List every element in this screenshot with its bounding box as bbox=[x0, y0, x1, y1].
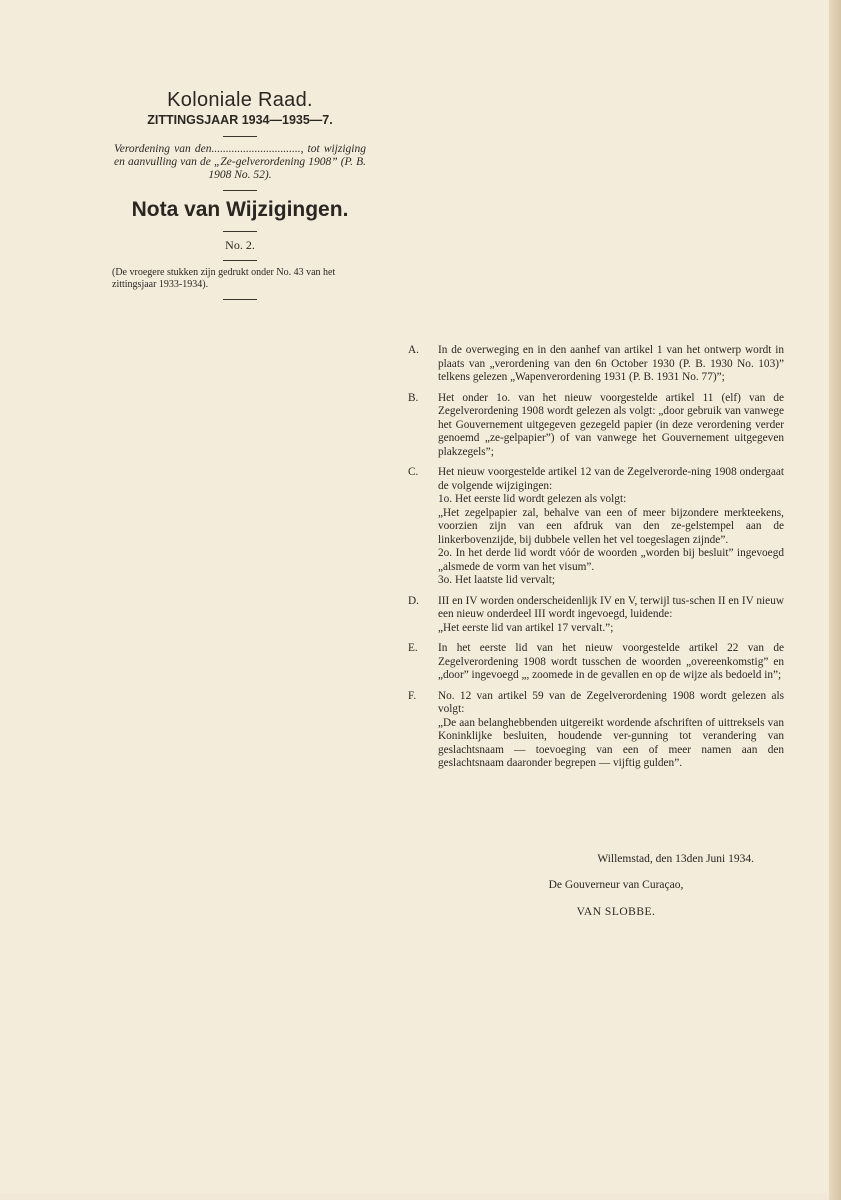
amendment-text bbox=[438, 466, 784, 588]
previous-documents-note: (De vroegere stukken zijn gedrukt onder No. 43 van het zittingsjaar 1933-1934). bbox=[112, 267, 336, 290]
amendment-line: Het onder 1o. van het nieuw voorgestelde artikel 11 (elf) van de Zegelverordening 1908 wordt gelezen als volgt: „door gebruik van vanwege het Gouvernement uitgegeven gezegeld papier (in deze verordening verder genoemd „ze-gelpapier”) of van vanwege het Gouvernement uitgegeven plakzegels”; bbox=[438, 391, 784, 458]
amendment-text bbox=[438, 595, 784, 636]
divider bbox=[223, 231, 257, 232]
amendment-text bbox=[438, 690, 784, 771]
ordinance-description: Verordening van den..............................., tot wijziging en aanvulling van de „Ze-gelverordening 1908” (P. B. 1908 No. 52). bbox=[114, 143, 366, 181]
divider bbox=[223, 190, 257, 191]
amendment-line: „Het zegelpapier zal, behalve van een of meer bijzondere merkteekens, voorzien zijn van een afdruk van den ze-gelstempel aan de linkerbovenzijde, bij dubbele vellen het vel toegeslagen zijnde”. bbox=[438, 506, 784, 546]
divider bbox=[223, 299, 257, 300]
amendment-line: No. 12 van artikel 59 van de Zegelverordening 1908 wordt gelezen als volgt: bbox=[438, 689, 784, 715]
amendment-item bbox=[408, 344, 784, 385]
amendment-line: 2o. In het derde lid wordt vóór de woorden „worden bij besluit” ingevoegd „alsmede de vorm van het visum”. bbox=[438, 547, 784, 573]
amendment-line: „Het eerste lid van artikel 17 vervalt.”; bbox=[438, 621, 614, 634]
amendment-list bbox=[408, 344, 784, 778]
amendment-letter: E. bbox=[408, 642, 418, 654]
amendment-item bbox=[408, 392, 784, 460]
place-date: Willemstad, den 13den Juni 1934. bbox=[597, 853, 754, 865]
amendment-text bbox=[438, 344, 784, 385]
signatory-name: VAN SLOBBE. bbox=[576, 906, 656, 918]
divider bbox=[223, 136, 257, 137]
amendment-text bbox=[438, 642, 784, 683]
amendment-item bbox=[408, 595, 784, 636]
amendment-line: III en IV worden onderscheidenlijk IV en V, terwijl tus-schen II en IV nieuw een nieuw onderdeel III wordt ingevoegd, luidende: bbox=[438, 594, 784, 620]
amendment-item bbox=[408, 466, 784, 588]
document-number: No. 2. bbox=[225, 238, 255, 252]
document-title: Nota van Wijzigingen. bbox=[131, 198, 349, 221]
amendment-item bbox=[408, 642, 784, 683]
amendment-letter: F. bbox=[408, 689, 417, 702]
amendment-item bbox=[408, 690, 784, 771]
amendment-text bbox=[438, 392, 784, 460]
page-edge bbox=[829, 0, 841, 1200]
amendment-line: 1o. Het eerste lid wordt gelezen als volgt: bbox=[438, 493, 627, 505]
amendment-line: In het eerste lid van het nieuw voorgestelde artikel 22 van de Zegelverordening 1908 wordt tusschen de woorden „overeenkomstig” en „door” ingevoegd „, zoomede in de gevallen en op de wijze als bedoeld in”; bbox=[438, 642, 784, 681]
amendment-letter: A. bbox=[408, 344, 419, 356]
amendment-line: 3o. Het laatste lid vervalt; bbox=[438, 574, 556, 586]
amendment-letter: B. bbox=[408, 391, 419, 404]
governor-title: De Gouverneur van Curaçao, bbox=[548, 879, 684, 891]
amendment-line: Het nieuw voorgestelde artikel 12 van de Zegelverorde-ning 1908 ondergaat de volgende wijzigingen: bbox=[438, 466, 784, 492]
session-year: ZITTINGSJAAR 1934—1935—7. bbox=[147, 113, 333, 127]
amendment-letter: D. bbox=[408, 594, 419, 607]
amendment-line: „De aan belanghebbenden uitgereikt wordende afschriften of uittreksels van Koninklijke besluiten, houdende ver-gunning tot verandering van geslachtsnaam — toevoeging van een of meer namen aan den geslachtsnaam daaronder begrepen — vijftig gulden”. bbox=[438, 716, 784, 769]
amendment-line: In de overweging en in den aanhef van artikel 1 van het ontwerp wordt in plaats van „verordening van den 6n October 1930 (P. B. 1930 No. 103)” telkens gelezen „Wapenverordening 1931 (P. B. 1931 No. 77)”; bbox=[438, 344, 784, 383]
document-header bbox=[110, 88, 370, 306]
divider bbox=[223, 260, 257, 261]
council-name: Koloniale Raad. bbox=[167, 89, 313, 111]
amendment-letter: C. bbox=[408, 466, 419, 478]
